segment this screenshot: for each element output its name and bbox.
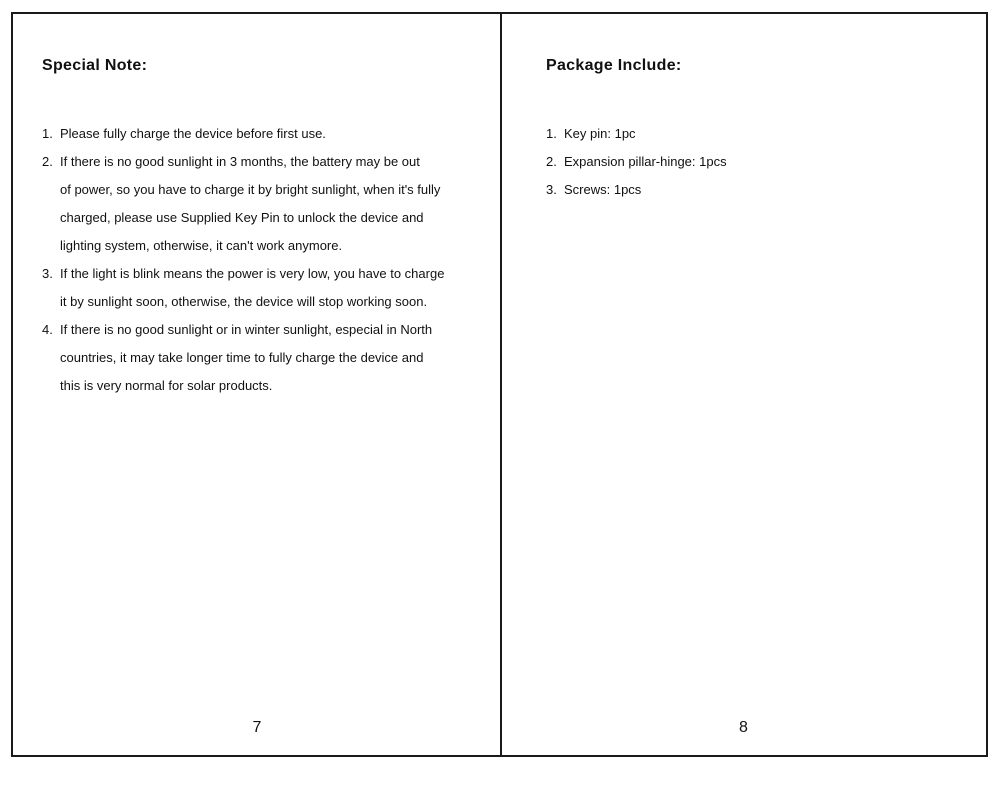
item-text-line: If there is no good sunlight in 3 months, the battery may be out — [60, 154, 420, 169]
list-item — [42, 260, 492, 316]
item-text-line: If the light is blink means the power is very low, you have to charge — [60, 266, 445, 281]
item-text-line: it by sunlight soon, otherwise, the device will stop working soon. — [60, 294, 428, 309]
item-number: 3. — [546, 182, 557, 197]
item-number: 3. — [42, 266, 53, 281]
page-number: 7 — [252, 719, 262, 736]
item-text-line: If there is no good sunlight or in winter sunlight, especial in North — [60, 322, 433, 337]
list-item — [546, 148, 966, 176]
list-item — [42, 316, 492, 400]
item-number: 2. — [546, 154, 557, 169]
list-item — [546, 120, 966, 148]
item-number: 4. — [42, 322, 53, 337]
list-item — [546, 176, 966, 204]
package-include-heading: Package Include: — [546, 57, 682, 74]
page-8 — [501, 14, 986, 755]
special-note-heading: Special Note: — [42, 57, 148, 74]
booklet-spread — [11, 12, 988, 757]
item-text-line: this is very normal for solar products. — [60, 378, 273, 393]
item-text-line: charged, please use Supplied Key Pin to unlock the device and — [60, 210, 424, 225]
item-text-line: Expansion pillar-hinge: 1pcs — [564, 154, 727, 169]
item-text-line: Screws: 1pcs — [564, 182, 642, 197]
item-text-line: Please fully charge the device before first use. — [60, 126, 326, 141]
item-text-line: countries, it may take longer time to fully charge the device and — [60, 350, 424, 365]
list-item — [42, 148, 492, 260]
package-include-list — [546, 120, 966, 204]
item-number: 1. — [546, 126, 557, 141]
page-number: 8 — [739, 719, 748, 736]
item-text-line: of power, so you have to charge it by bright sunlight, when it's fully — [60, 182, 441, 197]
item-text-line: Key pin: 1pc — [564, 126, 636, 141]
special-note-list — [42, 120, 492, 400]
page-7 — [13, 14, 501, 755]
item-number: 2. — [42, 154, 53, 169]
item-text-line: lighting system, otherwise, it can't work anymore. — [60, 238, 343, 253]
list-item — [42, 120, 492, 148]
item-number: 1. — [42, 126, 53, 141]
